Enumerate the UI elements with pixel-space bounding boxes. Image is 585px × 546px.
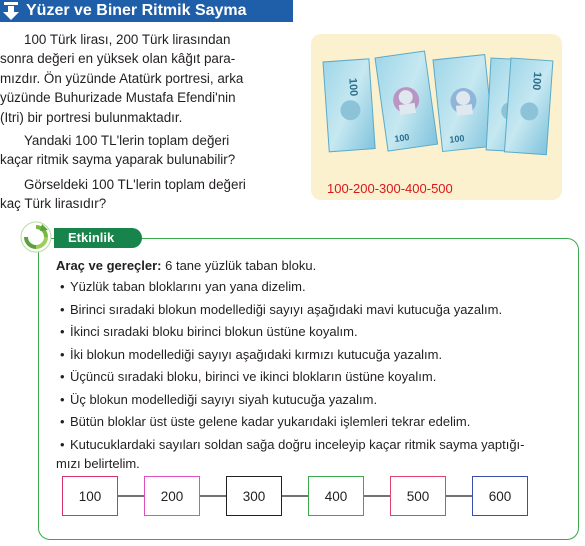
banknote-2 — [375, 51, 438, 151]
bullet: • — [60, 414, 65, 429]
banknote-1 — [323, 59, 375, 152]
intro-paragraph-3 — [0, 175, 288, 214]
banknote-5 — [504, 58, 552, 155]
section-title: Yüzer ve Biner Ritmik Sayma — [26, 2, 247, 19]
note-value-label: 100 — [529, 71, 544, 91]
section-header — [0, 0, 293, 22]
list-item-text: Yüzlük taban bloklarını yan yana dizelim. — [70, 279, 306, 294]
text-line: mızdır. Ön yüzünde Atatürk portresi, arka — [0, 70, 244, 86]
text-line: sonra değeri en yüksek olan kâğıt para- — [0, 51, 236, 67]
bullet: • — [60, 369, 65, 384]
down-arrow-icon — [2, 1, 20, 21]
activity-label: Etkinlik — [68, 230, 115, 245]
text-line: kaç Türk lirasıdır? — [0, 196, 107, 212]
list-item-text: İkinci sıradaki bloku birinci blokun üstüne koyalım. — [70, 324, 358, 339]
bullet: • — [60, 302, 65, 317]
bullet: • — [60, 392, 65, 407]
note-value-label: 100 — [448, 133, 465, 145]
number-box-6[interactable]: 600 — [472, 476, 528, 516]
bullet: • — [60, 437, 65, 452]
intro-paragraph-1 — [0, 30, 288, 127]
number-box-1[interactable]: 100 — [62, 476, 118, 516]
money-sequence: 100-200-300-400-500 — [327, 181, 453, 196]
note-value-label: 100 — [393, 132, 411, 145]
list-item-text: Birinci sıradaki blokun modellediği sayıyı aşağıdaki mavi kutucuğa yazalım. — [70, 302, 503, 317]
list-item-text: Kutucuklardaki sayıları soldan sağa doğru inceleyip kaçar ritmik sayma yaptığı- — [70, 437, 525, 452]
text-line: kaçar ritmik sayma yaparak bulunabilir? — [0, 152, 236, 168]
banknote-3 — [433, 55, 494, 152]
note-value-label: 100 — [346, 77, 360, 97]
banknotes-illustration — [311, 34, 562, 179]
list-item-text: İki blokun modellediği sayıyı aşağıdaki kırmızı kutucuğa yazalım. — [70, 347, 443, 362]
text-line: Görseldeki 100 TL'lerin toplam değeri — [24, 177, 246, 192]
text-line — [0, 30, 288, 49]
tools-text: 6 tane yüzlük taban bloku. — [161, 258, 317, 273]
number-box-2[interactable]: 200 — [144, 476, 200, 516]
list-item-text: Üç blokun modellediği sayıyı siyah kutucuğa yazalım. — [70, 392, 378, 407]
number-box-4[interactable]: 400 — [308, 476, 364, 516]
list-item-text: Bütün bloklar üst üste gelene kadar yukarıdaki işlemleri tekrar edelim. — [70, 414, 471, 429]
activity-label-tab — [54, 228, 142, 248]
bullet: • — [60, 279, 65, 294]
bullet: • — [60, 347, 65, 362]
number-box-3[interactable]: 300 — [226, 476, 282, 516]
text-line: yüzünde Buhurizade Mustafa Efendi'nin — [0, 90, 236, 106]
tools-line — [56, 258, 316, 274]
intro-paragraph-2 — [0, 131, 288, 170]
recycle-arrows-icon — [20, 221, 52, 253]
banknote-panel — [311, 34, 562, 200]
text-line: Yandaki 100 TL'lerin toplam değeri — [24, 133, 230, 148]
list-item-text: Üçüncü sıradaki bloku, birinci ve ikinci blokların üstüne koyalım. — [70, 369, 437, 384]
list-item-continuation: mızı belirtelim. — [56, 456, 140, 471]
text-line: (Itri) bir portresi bulunmaktadır. — [0, 109, 183, 125]
number-box-5[interactable]: 500 — [390, 476, 446, 516]
text-line: 100 Türk lirası, 200 Türk lirasından — [24, 32, 231, 47]
text-line — [0, 131, 288, 150]
bullet: • — [60, 324, 65, 339]
text-line — [0, 175, 288, 194]
tools-title: Araç ve gereçler: — [56, 258, 162, 273]
